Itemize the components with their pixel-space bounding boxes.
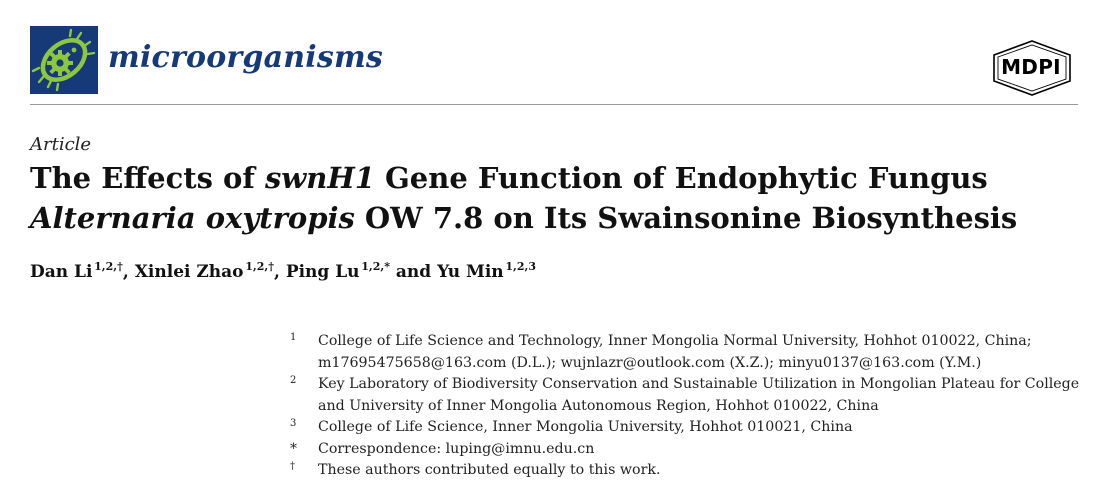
author-affiliation-marks: 1,2,†: [245, 260, 274, 273]
author-affiliation-marks: 1,2,3: [505, 260, 536, 273]
title-part3: OW 7.8 on Its Swainsonine Biosynthesis: [354, 201, 1018, 235]
author-affiliation-marks: 1,2,†: [94, 260, 123, 273]
author-name[interactable]: Dan Li: [30, 262, 93, 282]
title-gene-name: swnH1: [264, 161, 375, 195]
affiliation-text-cont: and University of Inner Mongolia Autonomous Region, Hohhot 010022, China: [318, 397, 879, 414]
equal-contribution-text: These authors contributed equally to this work.: [318, 462, 661, 478]
equal-contribution-note: [290, 460, 1080, 482]
dagger-mark: †: [290, 461, 295, 472]
title-part2: Gene Function of Endophytic Fungus: [374, 161, 988, 195]
corresponding-author-mark: *: [384, 260, 390, 273]
publisher-name: MDPI: [1001, 55, 1061, 79]
correspondence-item: [290, 439, 1080, 461]
author-name[interactable]: Xinlei Zhao: [134, 262, 244, 282]
author-affiliation-marks: [361, 260, 390, 273]
affiliation-emails[interactable]: m17695475658@163.com (D.L.); wujnlazr@outlook.com (X.Z.); minyu0137@163.com (Y.M.): [318, 354, 982, 371]
affiliation-item: [290, 331, 1080, 374]
affiliation-list: [290, 331, 1080, 482]
author-separator: and: [389, 262, 438, 282]
header-divider: [30, 104, 1078, 105]
author-list: [30, 262, 536, 282]
author-separator: ,: [273, 262, 286, 282]
author-affiliation-numbers: 1,2,: [361, 260, 385, 273]
affiliation-text: College of Life Science and Technology, Inner Mongolia Normal University, Hohhot 010022, China;: [318, 333, 1032, 349]
microorganism-cell-icon: [30, 26, 98, 94]
author-name[interactable]: Yu Min: [437, 262, 504, 282]
affiliation-item: [290, 417, 1080, 439]
affiliation-text: Key Laboratory of Biodiversity Conservation and Sustainable Utilization in Mongolian Plateau for College: [318, 376, 1080, 392]
mdpi-hexagon-logo: [986, 40, 1078, 96]
journal-name: microorganisms: [108, 40, 383, 75]
correspondence-mark: *: [290, 440, 297, 457]
article-type-label: Article: [30, 134, 92, 155]
correspondence-text[interactable]: Correspondence: luping@imnu.edu.cn: [318, 440, 595, 457]
author-name[interactable]: Ping Lu: [285, 262, 360, 282]
title-part1: The Effects of: [30, 161, 265, 195]
affiliation-item: [290, 374, 1080, 417]
affiliation-text: College of Life Science, Inner Mongolia University, Hohhot 010021, China: [318, 419, 853, 435]
affiliation-number: 1: [290, 332, 297, 343]
journal-header: [30, 26, 1078, 100]
affiliation-number: 3: [290, 418, 297, 429]
title-species-name: Alternaria oxytropis: [30, 201, 355, 235]
article-title: [30, 158, 1080, 238]
author-separator: ,: [122, 262, 135, 282]
affiliation-number: 2: [290, 375, 297, 386]
